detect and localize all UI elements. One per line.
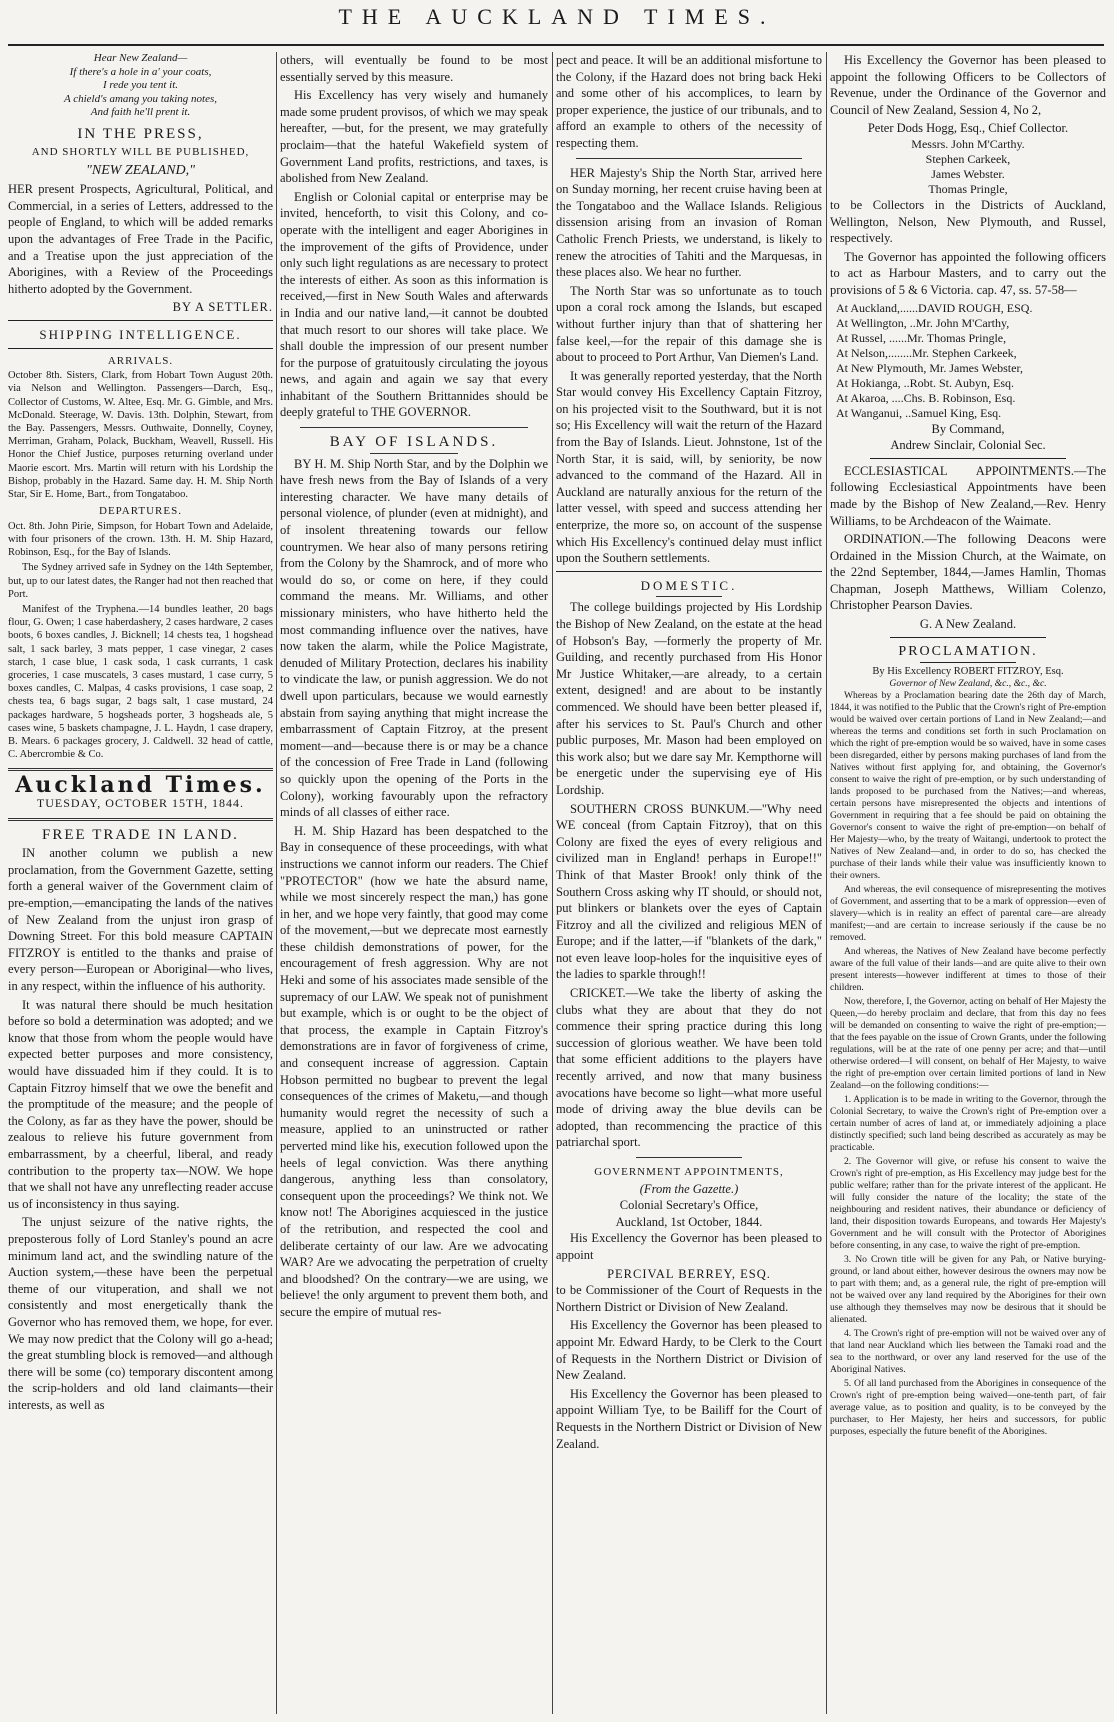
shipping-heading: SHIPPING INTELLIGENCE. bbox=[39, 327, 242, 343]
proclamation-condition: 4. The Crown's right of pre-emption will not be waived over any of that land near Auckland which lies between the Tamaki road and the sea to the northward, or over any land reserved for the use of the Aboriginal Natives. bbox=[830, 1328, 1106, 1376]
bay-of-islands-heading: BAY OF ISLANDS. bbox=[329, 434, 499, 451]
sydney-note: The Sydney arrived safe in Sydney on the 14th September, but, up to our latest dates, the Ranger had not then reached that Port. bbox=[8, 562, 273, 600]
proclamation-issuer: By His Excellency ROBERT FITZROY, Esq. bbox=[872, 666, 1064, 678]
divider bbox=[920, 662, 1016, 663]
by-command: By Command, bbox=[931, 421, 1005, 436]
harbour-master: At Akaroa, ....Chs. B. Robinson, Esq. bbox=[836, 390, 1016, 405]
free-trade-paragraph: IN another column we publish a new proclamation, from the Government Gazette, setting forth a general waiver of the Government claim of pre-emption,—emancipating the lands of the natives of New Zealand from the unjust iron grasp of Downing Street. For this bold measure CAPTAIN FITZROY is entitled to the thanks and praise of every person—European or Aboriginal—who lives, in any respect, within the influence of his authority. bbox=[8, 846, 273, 994]
proclamation-title: Governor of New Zealand, &c., &c., &c. bbox=[889, 678, 1047, 690]
divider bbox=[636, 1157, 742, 1158]
column-divider bbox=[826, 52, 827, 1714]
article-paragraph: The North Star was so unfortunate as to touch upon a coral rock among the Islands, but escaped without further injury than that of shattering her false keel,—for the repair of this damage she is about to proceed to Port Arthur, Van Diemen's Land. bbox=[556, 283, 822, 365]
article-paragraph: others, will eventually be found to be most essentially served by this measure. bbox=[280, 53, 548, 84]
poem-line: If there's a hole in a' your coats, bbox=[69, 65, 212, 78]
article-paragraph: His Excellency has very wisely and humanely made some prudent provisos, of which we may speak hereafter, —but, for the present, we may gratefully proclaim—that the hateful Wakefield system of Government Land profits, restrictions, and taxes, is abolished from New Zealand. bbox=[280, 88, 548, 186]
harbour-master: At Wellington, ..Mr. John M'Carthy, bbox=[836, 315, 1010, 330]
column-divider bbox=[552, 52, 553, 1714]
masthead: THE AUCKLAND TIMES. bbox=[338, 4, 776, 29]
column-2 bbox=[280, 52, 548, 1714]
press-signature: BY A SETTLER. bbox=[172, 300, 273, 315]
column-4 bbox=[830, 52, 1106, 1714]
divider bbox=[8, 320, 273, 321]
divider bbox=[576, 158, 802, 159]
free-trade-heading: FREE TRADE IN LAND. bbox=[42, 826, 239, 843]
harbour-paragraph: The Governor has appointed the following officers to act as Harbour Masters, and to carry out the provisions of 5 & 6 Victoria. cap. 47, ss. 57-58— bbox=[830, 249, 1106, 297]
poem-line: And faith he'll prent it. bbox=[90, 106, 191, 118]
manifest-text: Manifest of the Tryphena.—14 bundles leather, 20 bags flour, G. Owen; 1 case haberdashery, 2 cases hardware, 2 cases boots, 6 boxes candles, J. Bicknell; 14 chests tea, 1 hogshead salt, 1 sack barley, 3 mats pepper, 1 case vinegar, 2 cases starch, 1 case blue, 1 cask soda, 1 cask currants, 1 cask groceries, 1 case muscatels, 3 cases mustard, 1 case curry, 5 boxes candles, C. Malpas, 4 casks provisions, 1 case soap, 2 chests tea, 6 bags sugar, 2 bags salt, 1 case mustard, 24 packages hardware, 5 hogsheads porter, 3 hogsheads ale, 5 cases wine, 5 baskets champagne, J. L. Haydn, 1 case drapery, B. Mears. 6 packages grocery, J. Caldwell. 32 head of cattle, C. Abercrombie & Co. bbox=[8, 604, 273, 761]
proclamation-condition: 1. Application is to be made in writing to the Governor, through the Colonial Secretary, to waive the Crown's right of Pre-emption over a certain number of acres of land at, or immediately adjoining a place distinctly specified; such land being described as accurately as may be practicable. bbox=[830, 1094, 1106, 1154]
free-trade-paragraph: It was natural there should be much hesitation before so bold a determination was adopted; and we know that those from whom the people would have expected better purposes and more consistency, would have dissuaded him if they could. It is to Captain Fitzroy himself that we owe the benefit and the promptitude of the measure; and the people of the Colony, as far as they have the power, should be zealous to relieve his future government from embarrassment, by a cheerful, liberal, and ready contribution to the property tax—NOW. We hope that we shall not have any unreflecting reader accuse us of inconsistency in thus saying. bbox=[8, 997, 273, 1211]
divider bbox=[370, 453, 458, 454]
harbour-master: At Russel, ......Mr. Thomas Pringle, bbox=[836, 330, 1007, 345]
ecclesiastical-paragraph: ECCLESIASTICAL APPOINTMENTS.—The following Ecclesiastical Appointments have been made by the Bishop of New Zealand,—Rev. Henry Williams, to be Archdeacon of the Waimate. bbox=[830, 463, 1106, 528]
gov-paragraph: His Excellency the Governor has been pleased to appoint bbox=[556, 1231, 822, 1262]
proclamation-paragraph: Whereas by a Proclamation bearing date the 26th day of March, 1844, it was notified to the Public that the Crown's right of Pre-emption would be waived over certain portions of Land in New Zealand;—and whereas the terms and conditions set forth in such Proclamation on which the right of pre-emption would be so waived, have in some cases been disregarded, either by persons making purchases of land from the Natives without first applying for, and obtaining, the Governor's consent to waive the right of pre-emption, or by such understanding of lands proposed to be purchased from the Natives;—and whereas, certain persons have misrepresented the objects and intentions of Government in requiring that a fee should be paid on obtaining the Governor's consent to waive the right of pre-emption—on behalf of Her Majesty—who, by the treaty of Waitangi, undertook to protect the Natives of New Zealand—and, in order to do so, has checked the purchase of their lands while their value was insufficiently known to their owners. bbox=[830, 690, 1106, 882]
collectors-paragraph: to be Collectors in the Districts of Auckland, Wellington, Nelson, New Plymouth, and Russel, respectively. bbox=[830, 197, 1106, 246]
divider bbox=[300, 427, 528, 428]
gov-appointments-heading: GOVERNMENT APPOINTMENTS, bbox=[594, 1166, 784, 1178]
divider bbox=[656, 596, 722, 597]
collector-name: Thomas Pringle, bbox=[928, 181, 1008, 196]
poem-line: I rede you tent it. bbox=[102, 79, 179, 91]
gov-paragraph: His Excellency the Governor has been pleased to appoint Mr. Edward Hardy, to be Clerk to the Court of Requests in the Northern District or Division of New Zealand. bbox=[556, 1318, 822, 1383]
article-paragraph: pect and peace. It will be an additional misfortune to the Colony, if the Hazard does not bring back Heki and some other of his accomplices, to learn by proper experience, the justice of our tribunals, and to afford an example to others of the necessity of respecting them. bbox=[556, 53, 822, 150]
harbour-master: At Hokianga, ..Robt. St. Aubyn, Esq. bbox=[836, 375, 1015, 390]
harbour-master: At New Plymouth, Mr. James Webster, bbox=[836, 360, 1023, 375]
departures-heading: DEPARTURES. bbox=[99, 505, 182, 518]
paper-title: Auckland Times. bbox=[15, 771, 266, 798]
divider bbox=[890, 637, 1046, 638]
domestic-paragraph: SOUTHERN CROSS BUNKUM.—"Why need WE conceal (from Captain Fitzroy), that on this Colony are fixed the eyes of every religious and civilized man in England! perhaps in Europe!!" Think of that Master Brook! only think of the Southern Cross asking why IT should, or should not, put blinkers or blankets over the eyes of Captain Fitzroy and all the civilized and religious MEN of Europe; and if the latter,—if "blankets of the dark," not even leave loop-holes for the inquisitive eyes of the ladies to sparkle through!! bbox=[556, 801, 822, 982]
gov-paragraph: to be Commissioner of the Court of Requests in the Northern District or Division of New Zealand. bbox=[556, 1283, 822, 1314]
poem-line: A chield's amang you taking notes, bbox=[63, 92, 218, 105]
gov-date: Auckland, 1st October, 1844. bbox=[615, 1214, 763, 1229]
gov-paragraph: His Excellency the Governor has been pleased to appoint William Tye, to be Bailiff for the Court of Requests in the Northern District or Division of New Zealand. bbox=[556, 1386, 822, 1451]
bay-paragraph: H. M. Ship Hazard has been despatched to the Bay in consequence of these proceedings, with what instructions we cannot inform our readers. The Chief "PROTECTOR" (how we hate the absurd name, while we most sincerely respect the man,) has gone in her, and we hope very faintly, that good may come of the movement,—but we deprecate most earnestly these childish demonstrations of power, for the encouragement of fresh aggression. Why are not Heki and some of his associates made sensible of the supremacy of our LAW. We speak not of punishment but example, which is or ought to be the object of that process, the example in Captain Fitzroy's demonstrations are in favor of forgiveness of crime, and consequent increase of aggression. Captain Hobson permitted no bugbear to prevent the legal consequences of the crimes of Maketu,—and though humanity would regret the necessity of such a measure, applied to an uninstructed or rather perverted mind like his, execution followed upon the heels of legal conviction. Was there anything dangerous, anything less than consolatory, consequent upon the proceedings? We think not. We know not! The Aborigines acquiesced in the justice of the retribution, and respected the cool and deliberate certainty of our law. Are we advocating WAR? Are we advocating the perpetration of cruelty and bloodshed? On the contrary—we are using, we believe! the only argument to prevent them both, and secure the empire of mutual res- bbox=[280, 823, 548, 1319]
appointee-name: PERCIVAL BERREY, ESQ. bbox=[607, 1266, 771, 1281]
issue-date: TUESDAY, OCTOBER 15TH, 1844. bbox=[36, 796, 245, 811]
gov-office: Colonial Secretary's Office, bbox=[619, 1198, 759, 1213]
press-title: "NEW ZEALAND," bbox=[86, 162, 195, 178]
article-paragraph: English or Colonial capital or enterprise may be invited, henceforth, to visit this Colony, and co-operate with the intelligent and eager Aborigines in the improvement of the gifts of Providence, under only such light regulations as are necessary to protect the interests of either. As soon as this information is received,—first in New South Wales and afterwards in India and our native land,—it cannot be doubted that much resort to our shores will take place. We shall double the impression of our present number for the purpose of gratuitously circulating the joyous news, and again and again we say that every inhabitant of the Southern Brittannides should be deeply grateful to THE GOVERNOR. bbox=[280, 189, 548, 420]
poem-line: Hear New Zealand— bbox=[93, 52, 188, 64]
harbour-masters-list bbox=[830, 301, 1106, 421]
ordination-paragraph: ORDINATION.—The following Deacons were Ordained in the Mission Church, at the Waimate, on the 22nd September, 1844,—James Hamlin, Thomas Chapman, Joseph Matthews, William Colenzo, Christopher Pearson Davies. bbox=[830, 532, 1106, 613]
divider bbox=[8, 348, 273, 349]
domestic-paragraph: The college buildings projected by His Lordship the Bishop of New Zealand, on the estate at the head of Hobson's Bay, —formerly the property of Mr. Guilding, and recently purchased from His Honor Mr Justice Whitaker,—are already, to a certain extent, designed! and are about to be instantly commenced. We should have been better pleased if, after his services to St. Paul's Church and other public purposes, Mr. Mason had been employed on this work also; but we dare say Mr. Kempthorne will be energetic under the supervising eye of His Lordship. bbox=[556, 600, 822, 797]
collector-name: Stephen Carkeek, bbox=[925, 151, 1011, 166]
collector-name: Messrs. John M'Carthy. bbox=[911, 136, 1025, 151]
column-divider bbox=[276, 52, 277, 1714]
column-3 bbox=[556, 52, 822, 1714]
free-trade-paragraph: The unjust seizure of the native rights, the preposterous folly of Lord Stanley's pound an acre minimum land act, and the swindling nature of the Auction system,—these have been the perpetual theme of our vituperation, and shall we not consistently and most energetically thank the Governor who has removed them, we hope, for ever. We may now predict that the Colony will go a-head; the great stumbling block is removed—and although there will be some (co) temporary discontent among the scrip-holders and old land claimants—their interests, as well as bbox=[8, 1215, 273, 1412]
collectors-list bbox=[830, 137, 1106, 197]
proclamation-condition: 5. Of all land purchased from the Aborigines in consequence of the Crown's right of pre-emption being waived—one-tenth part, of fair average value, as to position and quality, is to be conveyed by the purchaser, to Her Majesty, her heirs and successors, for public purposes, especially the future benefit of the Aborigines. bbox=[830, 1378, 1106, 1438]
masthead-rule bbox=[8, 44, 1104, 46]
press-heading: IN THE PRESS, bbox=[77, 125, 204, 142]
domestic-heading: DOMESTIC. bbox=[640, 577, 738, 593]
press-body: HER present Prospects, Agricultural, Political, and Commercial, in a series of Letters, addressed to the people of England, to which will be added remarks upon the advantages of Free Trade in the Pacific, and a Treatise upon the just appreciation of the Aborigines, with a Review of the Proceedings hitherto adopted by the Government. bbox=[8, 182, 273, 296]
article-paragraph: HER Majesty's Ship the North Star, arrived here on Sunday morning, her recent cruise having been at the Tongataboo and the Wallace Islands. Religious dissension arising from an invasion of Roman Catholic French Priests, we understand, is likely to renew the atrocities of Tahiti and the Marquesas, in these places also. We hear no further. bbox=[556, 165, 822, 280]
proclamation-heading: PROCLAMATION. bbox=[898, 643, 1038, 659]
departures-text: Oct. 8th. John Pirie, Simpson, for Hobart Town and Adelaide, with four prisoners of the crown. 13th. H. M. Ship Hazard, Robinson, Esq., for the Bay of Islands. bbox=[8, 520, 273, 559]
column-1 bbox=[8, 52, 273, 1714]
gov-source: (From the Gazette.) bbox=[639, 1181, 739, 1196]
arrivals-heading: ARRIVALS. bbox=[107, 354, 174, 367]
harbour-master: At Nelson,........Mr. Stephen Carkeek, bbox=[836, 345, 1017, 360]
press-subheading: AND SHORTLY WILL BE PUBLISHED, bbox=[31, 146, 250, 159]
bay-paragraph: BY H. M. Ship North Star, and by the Dolphin we have fresh news from the Bay of Islands of a very interesting character. We have many details of personal violence, of plunder (even at midnight), and of insolent threatening towards our fellow countrymen. We hear also of many persons retiring from the Colony by the Shamrock, and of more who would do so, or come on here, if they could command the means. Mr. Williams, and other missionary ministers, who have hitherto held the most commanding influence over the natives, have now taken the alarm, while the Police Magistrate, denuded of Military Protection, declares his inability to vindicate the law, or punish aggression. We do not dwell upon particulars, because we would earnestly abstain from saying anything that might increase the embarrassment of Captain Fitzroy, at the present moment—and—because there is or may be a chance of the concession of Free Trade in Land (following so quickly upon the opening of the Ports in the Colony), working favourably upon the refractory minds of all classes of either race. bbox=[280, 456, 548, 820]
proclamation-condition: 3. No Crown title will be given for any Pah, or Native burying-ground, or land about either, however desirous the owners may now be to part with them; and, as a general rule, the right of pre-emption will not be waived over any land required by the Aborigines for their own use although they themselves may now be desirous that it should be alienated. bbox=[830, 1254, 1106, 1326]
proclamation-paragraph: And whereas, the Natives of New Zealand have become perfectly aware of the full value of their lands—and are quite alive to their own present interests—however indifferent at times to those of their children. bbox=[830, 946, 1106, 994]
proclamation-paragraph: And whereas, the evil consequence of misrepresenting the motives of Government, and asserting that to be a mark of oppression—even of slavery—which is in reality an effect of parental care—are already manifest;—and are certain to increase seriously if the cause be no removed. bbox=[830, 884, 1106, 944]
epigraph-poem bbox=[8, 52, 273, 120]
proclamation-paragraph: Now, therefore, I, the Governor, acting on behalf of Her Majesty the Queen,—do hereby proclaim and declare, that from this day no fees will be demanded on consenting to waive the right of pre-emption;—that the fees payable on the issue of Crown Grants, under the following regulations, will be at the rate of one penny per acre; and that—until otherwise ordered—I will consent, on behalf of Her Majesty, to waive the right of pre-emption over certain limited portions of land in New Zealand—on the following conditions:— bbox=[830, 996, 1106, 1092]
chief-collector: Peter Dods Hogg, Esq., Chief Collector. bbox=[867, 121, 1069, 136]
proclamation-condition: 2. The Governor will give, or refuse his consent to waive the Crown's right of pre-emption, as His Excellency may judge best for the public welfare; rather than for the private interest of the applicant. He will fully consider the nature of the locality; the state of the neighbouring and resident natives, their abundance or deficiency of land, their disposition towards Europeans, and towards Her Majesty's Government and he will consult with the Protector of Aborigines before consenting, in any case, to waive the right of pre-emption. bbox=[830, 1156, 1106, 1252]
arrivals-text: October 8th. Sisters, Clark, from Hobart Town August 20th. via Nelson and Wellington. Passengers—Darch, Esq., Collector of Customs, W. Altee, Esq. Mr. G. Gimble, and Mrs. McDonald. Steerage, W. Davis. 13th. Dolphin, Stewart, from the Bay. Passengers, Messrs. Outhwaite, Donnelly, Coyney, Merriman, Graham, Polack, Buckham, Weavell, Russell. His Honor the Chief Justice, purposes returning overland under Maorie escort. Mrs. Martin will return with his Lordship the Bishop, probably in the Hazard. Same day. H. M. Ship North Star, Sir E. Home, Bart., from Tongataboo. bbox=[8, 370, 273, 501]
divider bbox=[8, 818, 273, 821]
collectors-paragraph: His Excellency the Governor has been pleased to appoint the following Officers to be Collectors of Revenue, under the Ordinance of the Governor and Council of New Zealand, Session 4, No 2, bbox=[830, 53, 1106, 117]
divider bbox=[556, 571, 822, 572]
harbour-master: At Wanganui, ..Samuel King, Esq. bbox=[836, 405, 1002, 420]
domestic-paragraph: CRICKET.—We take the liberty of asking the clubs what they are about that they do not commence their spring practice during this long succession of glorious weather. We have been told that some efficient additions to the players have recently arrived, and now that many business avocations have become so light—what more useful mode of driving away the blue devils can be adopted, than recommencing the practice of this patriarchal sport. bbox=[556, 986, 822, 1150]
divider bbox=[870, 458, 1066, 459]
article-paragraph: It was generally reported yesterday, that the North Star would convey His Excellency Captain Fitzroy, on his projected visit to the Southward, but it is not so; His Excellency will wait the return of the Hazard from the Bay of Islands. Lieut. Johnstone, 1st of the North Star, it is said, will, by seniority, be now advanced to the command of the Hazard. All in Auckland are naturally anxious for the return of the latter vessel, with speed and success attending her enterprize, the more so, on account of the suspense which His Excellency's continued delay must inflict upon the Southern settlements. bbox=[556, 368, 822, 566]
colonial-secretary: Andrew Sinclair, Colonial Sec. bbox=[890, 438, 1046, 453]
harbour-master: At Auckland,......DAVID ROUGH, ESQ. bbox=[836, 300, 1033, 315]
divider bbox=[8, 768, 273, 771]
collector-name: James Webster. bbox=[931, 166, 1005, 181]
bishop-signature: G. A New Zealand. bbox=[919, 617, 1017, 632]
